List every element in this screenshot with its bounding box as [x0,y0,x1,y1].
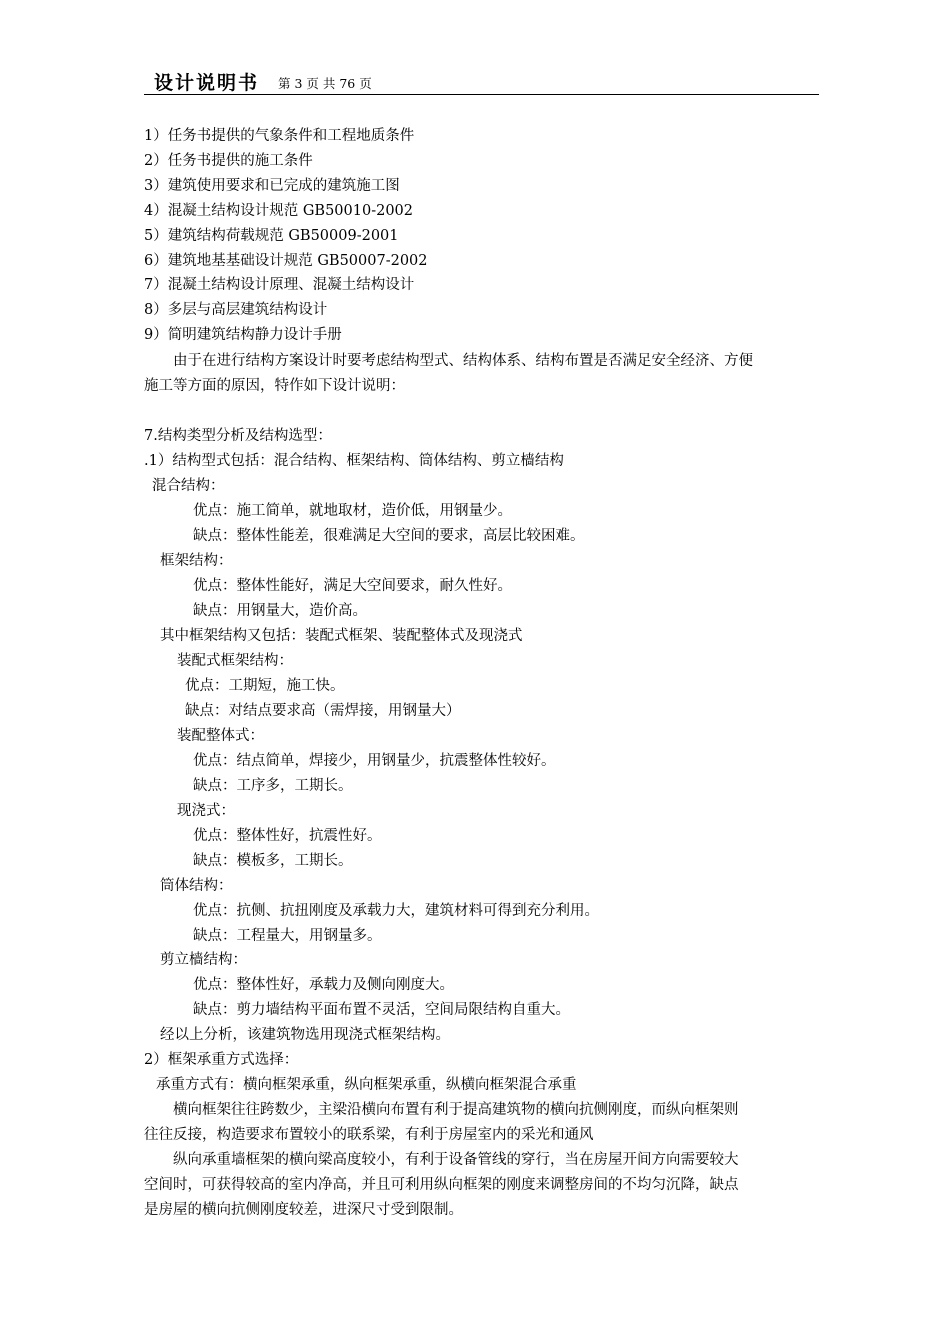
structure-type-heading: 现浇式： [177,803,235,819]
paragraph-line: 纵向承重墙框架的横向梁高度较小，有利于设备管线的穿行，当在房屋开间方向需要较大 [173,1152,739,1168]
reference-item: 9）简明建筑结构静力设计手册 [144,327,342,343]
structure-type-heading: 剪立樯结构： [160,952,247,968]
paragraph-line: 空间时，可获得较高的室内净高，并且可利用纵向框架的刚度来调整房间的不均匀沉降，缺点 [144,1177,739,1193]
paragraph-line: 施工等方面的原因，特作如下设计说明： [144,378,405,394]
advantage-line: 优点：整体性好，承载力及侧向刚度大。 [193,977,454,993]
paragraph-line: 由于在进行结构方案设计时要考虑结构型式、结构体系、结构布置是否满足安全经济、方便 [173,353,753,369]
paragraph-line: 其中框架结构又包括：装配式框架、装配整体式及现浇式 [160,628,523,644]
paragraph-line: 经以上分析，该建筑物选用现浇式框架结构。 [160,1027,450,1043]
structure-type-heading: 装配整体式： [177,728,264,744]
structure-type-heading: 混合结构： [152,478,225,494]
structure-type-heading: 筒体结构： [160,878,233,894]
advantage-line: 优点：工期短，施工快。 [185,678,345,694]
subsection-heading: .1）结构型式包括：混合结构、框架结构、筒体结构、剪立樯结构 [144,453,564,469]
disadvantage-line: 缺点：模板多，工期长。 [193,853,353,869]
reference-item: 2）任务书提供的施工条件 [144,153,313,169]
page-number-info: 第 3 页 共 76 页 [278,76,372,91]
advantage-line: 优点：整体性好，抗震性好。 [193,828,382,844]
structure-type-heading: 装配式框架结构： [177,653,293,669]
disadvantage-line: 缺点：工序多，工期长。 [193,778,353,794]
paragraph-line: 承重方式有：横向框架承重，纵向框架承重，纵横向框架混合承重 [156,1077,577,1093]
reference-item: 7）混凝土结构设计原理、混凝土结构设计 [144,277,415,293]
paragraph-line: 是房屋的横向抗侧刚度较差，进深尺寸受到限制。 [144,1202,463,1218]
reference-item: 1）任务书提供的气象条件和工程地质条件 [144,128,415,144]
structure-type-heading: 框架结构： [160,553,233,569]
reference-item: 4）混凝土结构设计规范 GB50010-2002 [144,203,413,219]
paragraph-line: 横向框架往往跨数少，主梁沿横向布置有利于提高建筑物的横向抗侧刚度，而纵向框架则 [173,1102,739,1118]
document-title: 设计说明书 [154,72,260,94]
advantage-line: 优点：抗侧、抗扭刚度及承载力大，建筑材料可得到充分利用。 [193,903,599,919]
subsection-heading: 2）框架承重方式选择： [144,1052,299,1068]
disadvantage-line: 缺点：对结点要求高（需焊接，用钢量大） [185,703,461,719]
reference-item: 6）建筑地基基础设计规范 GB50007-2002 [144,253,428,269]
disadvantage-line: 缺点：工程量大，用钢量多。 [193,928,382,944]
advantage-line: 优点：结点简单，焊接少，用钢量少，抗震整体性较好。 [193,753,556,769]
reference-item: 8）多层与高层建筑结构设计 [144,302,328,318]
reference-item: 5）建筑结构荷载规范 GB50009-2001 [144,228,399,244]
advantage-line: 优点：施工简单，就地取材，造价低，用钢量少。 [193,503,512,519]
disadvantage-line: 缺点：整体性能差，很难满足大空间的要求，高层比较困难。 [193,528,585,544]
paragraph-line: 往往反接，构造要求布置较小的联系梁，有利于房屋室内的采光和通风 [144,1127,594,1143]
reference-item: 3）建筑使用要求和已完成的建筑施工图 [144,178,400,194]
disadvantage-line: 缺点：用钢量大，造价高。 [193,603,367,619]
section-heading: 7.结构类型分析及结构选型： [144,428,332,444]
disadvantage-line: 缺点：剪力墙结构平面布置不灵活，空间局限结构自重大。 [193,1002,570,1018]
advantage-line: 优点：整体性能好，满足大空间要求，耐久性好。 [193,578,512,594]
